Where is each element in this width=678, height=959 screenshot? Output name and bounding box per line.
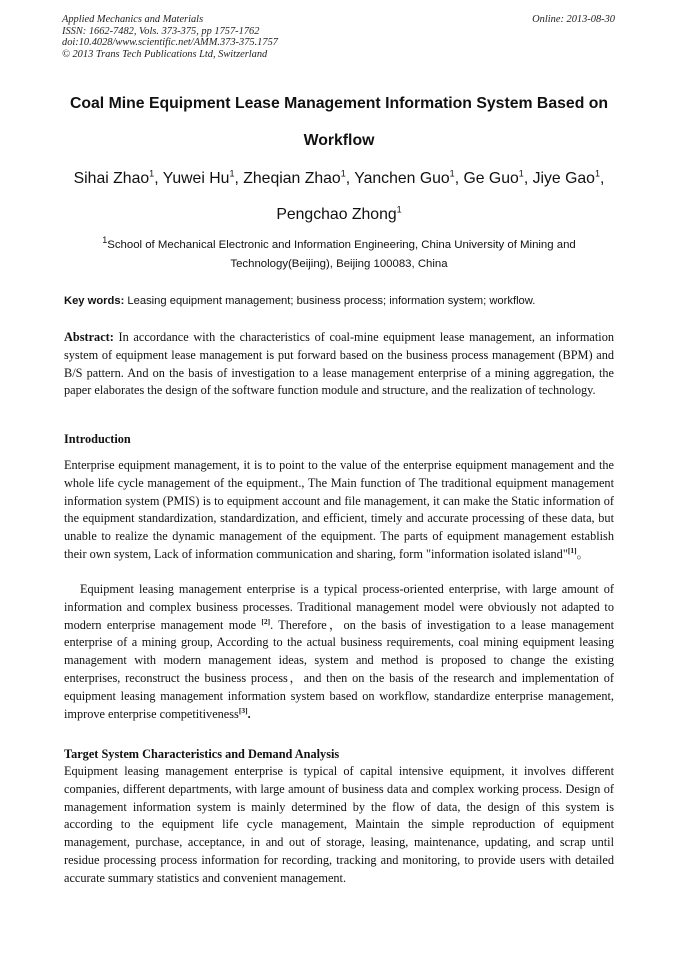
citation-ref: [3] bbox=[238, 705, 248, 715]
paragraph-text: Equipment leasing management enterprise is a typical process-oriented enterprise, with large amount of information and complex business processes. Traditional management model were obviously not adapted to modern enterprise management mode bbox=[64, 582, 614, 632]
keywords-label: Key words: bbox=[64, 295, 125, 307]
online-date: Online: 2013-08-30 bbox=[532, 14, 615, 25]
doi-line: doi:10.4028/www.scientific.net/AMM.373-375.1757 bbox=[62, 37, 278, 49]
paragraph-text: Enterprise equipment management, it is to point to the value of the enterprise equipment management and the whole life cycle management of the equipment., The Main function of The traditional equipment management information system (PMIS) is to equipment account and file management, it can make the Static information of the equipment standardization, standardization, and efficient, timely and accurate processing of these data, but unable to realize the dynamic management of the equipment. The parts of equipment management establish their own system, Lack of information communication and sharing, form "information isolated island" bbox=[64, 458, 614, 561]
paragraph-end: 。 bbox=[576, 546, 589, 561]
issn-line: ISSN: 1662-7482, Vols. 373-375, pp 1757-1762 bbox=[62, 25, 260, 37]
author-list: Sihai Zhao$^1$, Yuwei Hu$^1$, Zheqian Zhao$^1$, Yanchen Guo$^1$, Ge Guo$^1$, Jiye Gao$^1$, Pengchao Zhong$^1$ bbox=[73, 168, 605, 223]
target-paragraph-1: Equipment leasing management enterprise is typical of capital intensive equipment, it involves different companies, different departments, with large amount of business data and complex working process. Design of management information system is mainly determined by the flow of data, the design of this system is according to the equipment life cycle management, Maintain the simple reproduction of equipment management, purchase, acceptance, in and out of storage, leasing, maintenance, updating, and scrap until residue processing process information for recording, tracking and monitoring, to provide users with detailed accurate summary statistics and convenient management. bbox=[64, 764, 614, 885]
author-affiliation-mark: 1 bbox=[449, 168, 455, 179]
author-affiliation-mark: 1 bbox=[396, 204, 402, 215]
author-name: Jiye Gao bbox=[532, 170, 595, 187]
author-name: Yuwei Hu bbox=[162, 170, 230, 187]
abstract-text: In accordance with the characteristics of coal-mine equipment lease management, an information system of equipment lease management is put forward based on the business process management (BPM) and B/S pattern. And on the basis of investigation to a lease management enterprise of a mining aggregation, the paper elaborates the design of the software function module and structure, and the realization of technology. bbox=[64, 330, 614, 398]
paragraph-text: . Therefore，on the basis of investigation to a lease management enterprise of a mining group, According to the actual business requirements, coal mining equipment leasing management with modern management ideas, system and method is proposed to change the existing enterprises, reconstruct the business process，and then on the basis of the research and implementation of equipment leasing management information system based on workflow, standardize enterprise management, improve enterprise competitiveness bbox=[64, 617, 615, 721]
author-affiliation-mark: 1 bbox=[229, 168, 235, 179]
citation-ref: [2] bbox=[261, 616, 271, 626]
journal-header bbox=[62, 14, 615, 60]
section-heading-target-system: Target System Characteristics and Demand Analysis bbox=[64, 747, 340, 761]
author-name: Pengchao Zhong bbox=[276, 206, 397, 223]
section-heading-introduction: Introduction bbox=[64, 432, 131, 446]
author-name: Yanchen Guo bbox=[354, 170, 450, 187]
abstract-label: Abstract: bbox=[64, 330, 114, 344]
affiliation-text: School of Mechanical Electronic and Information Engineering, China University of Mining and Technology(Beijing), Beijing 100083, China bbox=[107, 239, 576, 270]
author-affiliation-mark: 1 bbox=[518, 168, 524, 179]
journal-name: Applied Mechanics and Materials bbox=[62, 14, 204, 25]
keywords-text: Leasing equipment management; business process; information system; workflow. bbox=[124, 295, 536, 307]
author-name: Ge Guo bbox=[463, 170, 519, 187]
paragraph-end: . bbox=[247, 706, 251, 721]
copyright-line: © 2013 Trans Tech Publications Ltd, Switzerland bbox=[62, 48, 268, 60]
affiliation-mark: 1 bbox=[102, 235, 108, 246]
paper-title: Coal Mine Equipment Lease Management Information System Based on Workflow bbox=[69, 95, 609, 149]
affiliation bbox=[50, 236, 628, 274]
author-name: Zheqian Zhao bbox=[243, 170, 341, 187]
author-affiliation-mark: 1 bbox=[340, 168, 346, 179]
citation-ref: [1] bbox=[567, 545, 577, 555]
abstract bbox=[64, 329, 614, 400]
author-name: Sihai Zhao bbox=[73, 170, 150, 187]
author-affiliation-mark: 1 bbox=[594, 168, 600, 179]
intro-paragraph-1 bbox=[64, 457, 614, 564]
keywords bbox=[64, 294, 616, 309]
intro-paragraph-2 bbox=[64, 581, 614, 723]
author-affiliation-mark: 1 bbox=[149, 168, 155, 179]
